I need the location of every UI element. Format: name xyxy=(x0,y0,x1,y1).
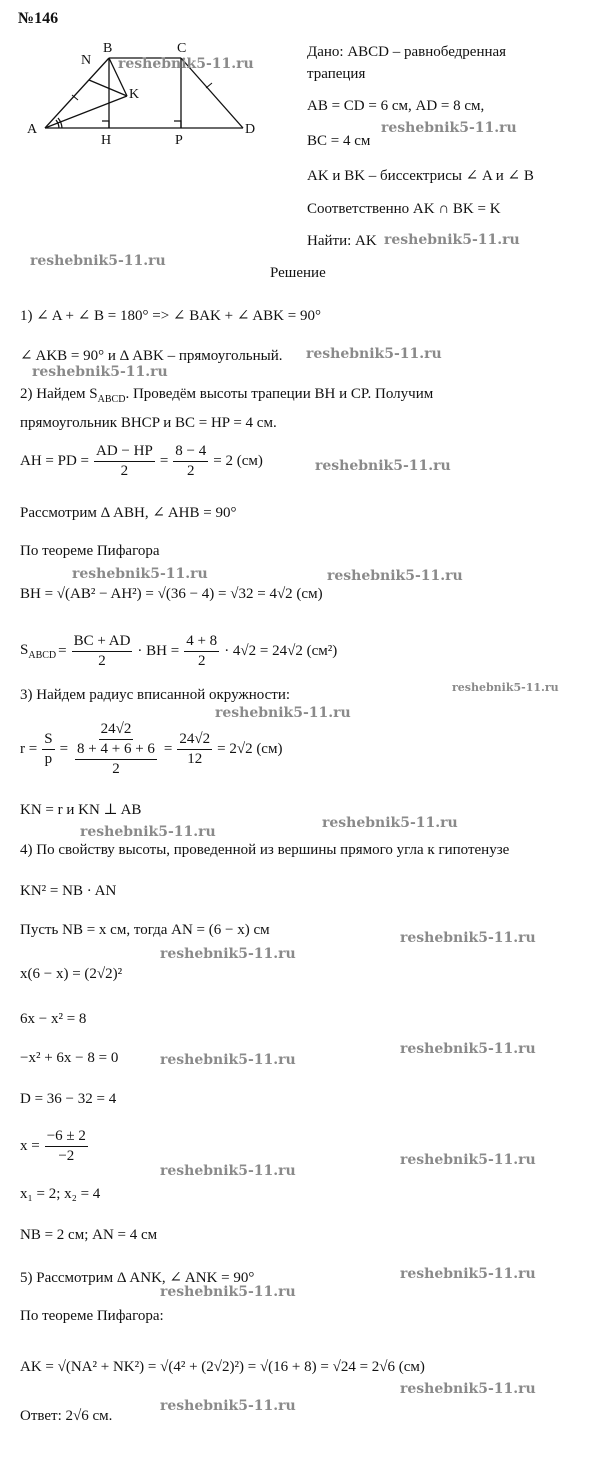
kn-squared: KN² = NB · AN xyxy=(20,883,117,899)
label-c: C xyxy=(177,41,187,56)
equation-3: −x² + 6x − 8 = 0 xyxy=(20,1050,119,1066)
discriminant: D = 36 − 32 = 4 xyxy=(20,1091,117,1107)
watermark: reshebnik5-11.ru xyxy=(160,1398,296,1414)
radius-formula: r = $\frac{S}{p}$ = $\frac{24√2}{\frac{8 + 4 + 6 + 6}{2}}$ = $\frac{24√2}{12}$ = 2√2 (см) xyxy=(20,721,283,777)
label-h: H xyxy=(101,133,112,148)
label-d: D xyxy=(245,122,256,137)
watermark: reshebnik5-11.ru xyxy=(384,232,520,248)
ah-formula: AH = PD = $\frac{AD - HP}{2}$ = $\frac{8 - 4}{2}$ = 2 (см) xyxy=(20,443,263,479)
ak-formula: AK = √(NA² + NK²) = √(4² + (2√2)²) = √(16 + 8) = √24 = 2√6 (см) xyxy=(20,1359,425,1375)
watermark: reshebnik5-11.ru xyxy=(160,946,296,962)
given-line-1: Дано: ABCD – равнобедренная xyxy=(307,44,507,60)
step-1-line: 1) ∠ A + ∠ B = 180° => ∠ BAK + ∠ ABK = 90° xyxy=(20,308,321,324)
watermark: reshebnik5-11.ru xyxy=(160,1284,296,1300)
given-line-4: BC = 4 см xyxy=(307,133,371,149)
label-b: B xyxy=(103,41,113,56)
given-line-6: Соответственно AK ∩ BK = K xyxy=(307,201,501,217)
label-a: A xyxy=(27,122,38,137)
pythagoras-label-2: По теореме Пифагора: xyxy=(20,1308,164,1324)
trapezoid-figure xyxy=(15,38,275,148)
equation-2: 6x − x² = 8 xyxy=(20,1011,87,1027)
label-n: N xyxy=(81,53,92,68)
label-k: K xyxy=(129,87,140,102)
step-2-rectangle: прямоугольник BHCP и BC = HP = 4 см. xyxy=(20,415,277,431)
given-line-5: AK и BK – биссектрисы ∠ A и ∠ B xyxy=(307,168,534,184)
equation-1: x(6 − x) = (2√2)² xyxy=(20,966,123,982)
area-formula: $S_{ABCD}$ = $\frac{BC + AD}{2}$ · BH = $\frac{4 + 8}{2}$ · 4√2 = 24√2 (см²) xyxy=(20,633,338,669)
pythagoras-label-1: По теореме Пифагора xyxy=(20,543,160,559)
label-p: P xyxy=(175,133,183,148)
nb-an-values: NB = 2 см; AN = 4 см xyxy=(20,1227,158,1243)
watermark: reshebnik5-11.ru xyxy=(72,566,208,582)
watermark: reshebnik5-11.ru xyxy=(32,364,168,380)
watermark: reshebnik5-11.ru xyxy=(80,824,216,840)
watermark: reshebnik5-11.ru xyxy=(400,930,536,946)
watermark: reshebnik5-11.ru xyxy=(322,815,458,831)
watermark: reshebnik5-11.ru xyxy=(400,1266,536,1282)
step-5-line: 5) Рассмотрим Δ ANK, ∠ ANK = 90° xyxy=(20,1270,255,1286)
given-line-2: трапеция xyxy=(307,66,366,82)
side-ab xyxy=(45,58,109,128)
bh-formula: BH = √(AB² − AH²) = √(36 − 4) = √32 = 4√2 (см) xyxy=(20,586,323,602)
root-formula: x = $\frac{-6 \pm 2}{-2}$ xyxy=(20,1128,86,1164)
watermark: reshebnik5-11.ru xyxy=(400,1152,536,1168)
given-line-3: AB = CD = 6 см, AD = 8 см, xyxy=(307,98,485,114)
watermark: reshebnik5-11.ru xyxy=(400,1041,536,1057)
watermark: reshebnik5-11.ru xyxy=(215,705,351,721)
given-line-7: Найти: AK xyxy=(307,233,377,249)
watermark: reshebnik5-11.ru xyxy=(118,56,254,72)
watermark: reshebnik5-11.ru xyxy=(381,120,517,136)
problem-number: №146 xyxy=(18,10,59,27)
roots: x₁ = 2; x₂ = 4 xyxy=(20,1186,101,1202)
watermark: reshebnik5-11.ru xyxy=(327,568,463,584)
answer: Ответ: 2√6 см. xyxy=(20,1408,113,1424)
watermark: reshebnik5-11.ru xyxy=(315,458,451,474)
watermark: reshebnik5-11.ru xyxy=(160,1052,296,1068)
step-4-line: 4) По свойству высоты, проведенной из вершины прямого угла к гипотенузе xyxy=(20,842,510,858)
step-2-triangle: Рассмотрим Δ ABH, ∠ AHB = 90° xyxy=(20,505,237,521)
watermark: reshebnik5-11.ru xyxy=(452,681,559,694)
watermark: reshebnik5-11.ru xyxy=(160,1163,296,1179)
segment-kn xyxy=(89,80,127,96)
watermark: reshebnik5-11.ru xyxy=(30,253,166,269)
step-3-line: 3) Найдем радиус вписанной окружности: xyxy=(20,687,291,703)
watermark: reshebnik5-11.ru xyxy=(306,346,442,362)
let-statement: Пусть NB = x см, тогда AN = (6 − x) см xyxy=(20,922,270,938)
kn-statement: KN = r и KN ⊥ AB xyxy=(20,802,142,818)
solution-heading: Решение xyxy=(270,265,326,281)
step-1-conclusion: ∠ AKB = 90° и Δ ABK – прямоугольный. xyxy=(20,348,283,364)
watermark: reshebnik5-11.ru xyxy=(400,1381,536,1397)
step-2-line: 2) Найдем $S_{ABCD}$. Проведём высоты трапеции BH и CP. Получим xyxy=(20,386,434,405)
